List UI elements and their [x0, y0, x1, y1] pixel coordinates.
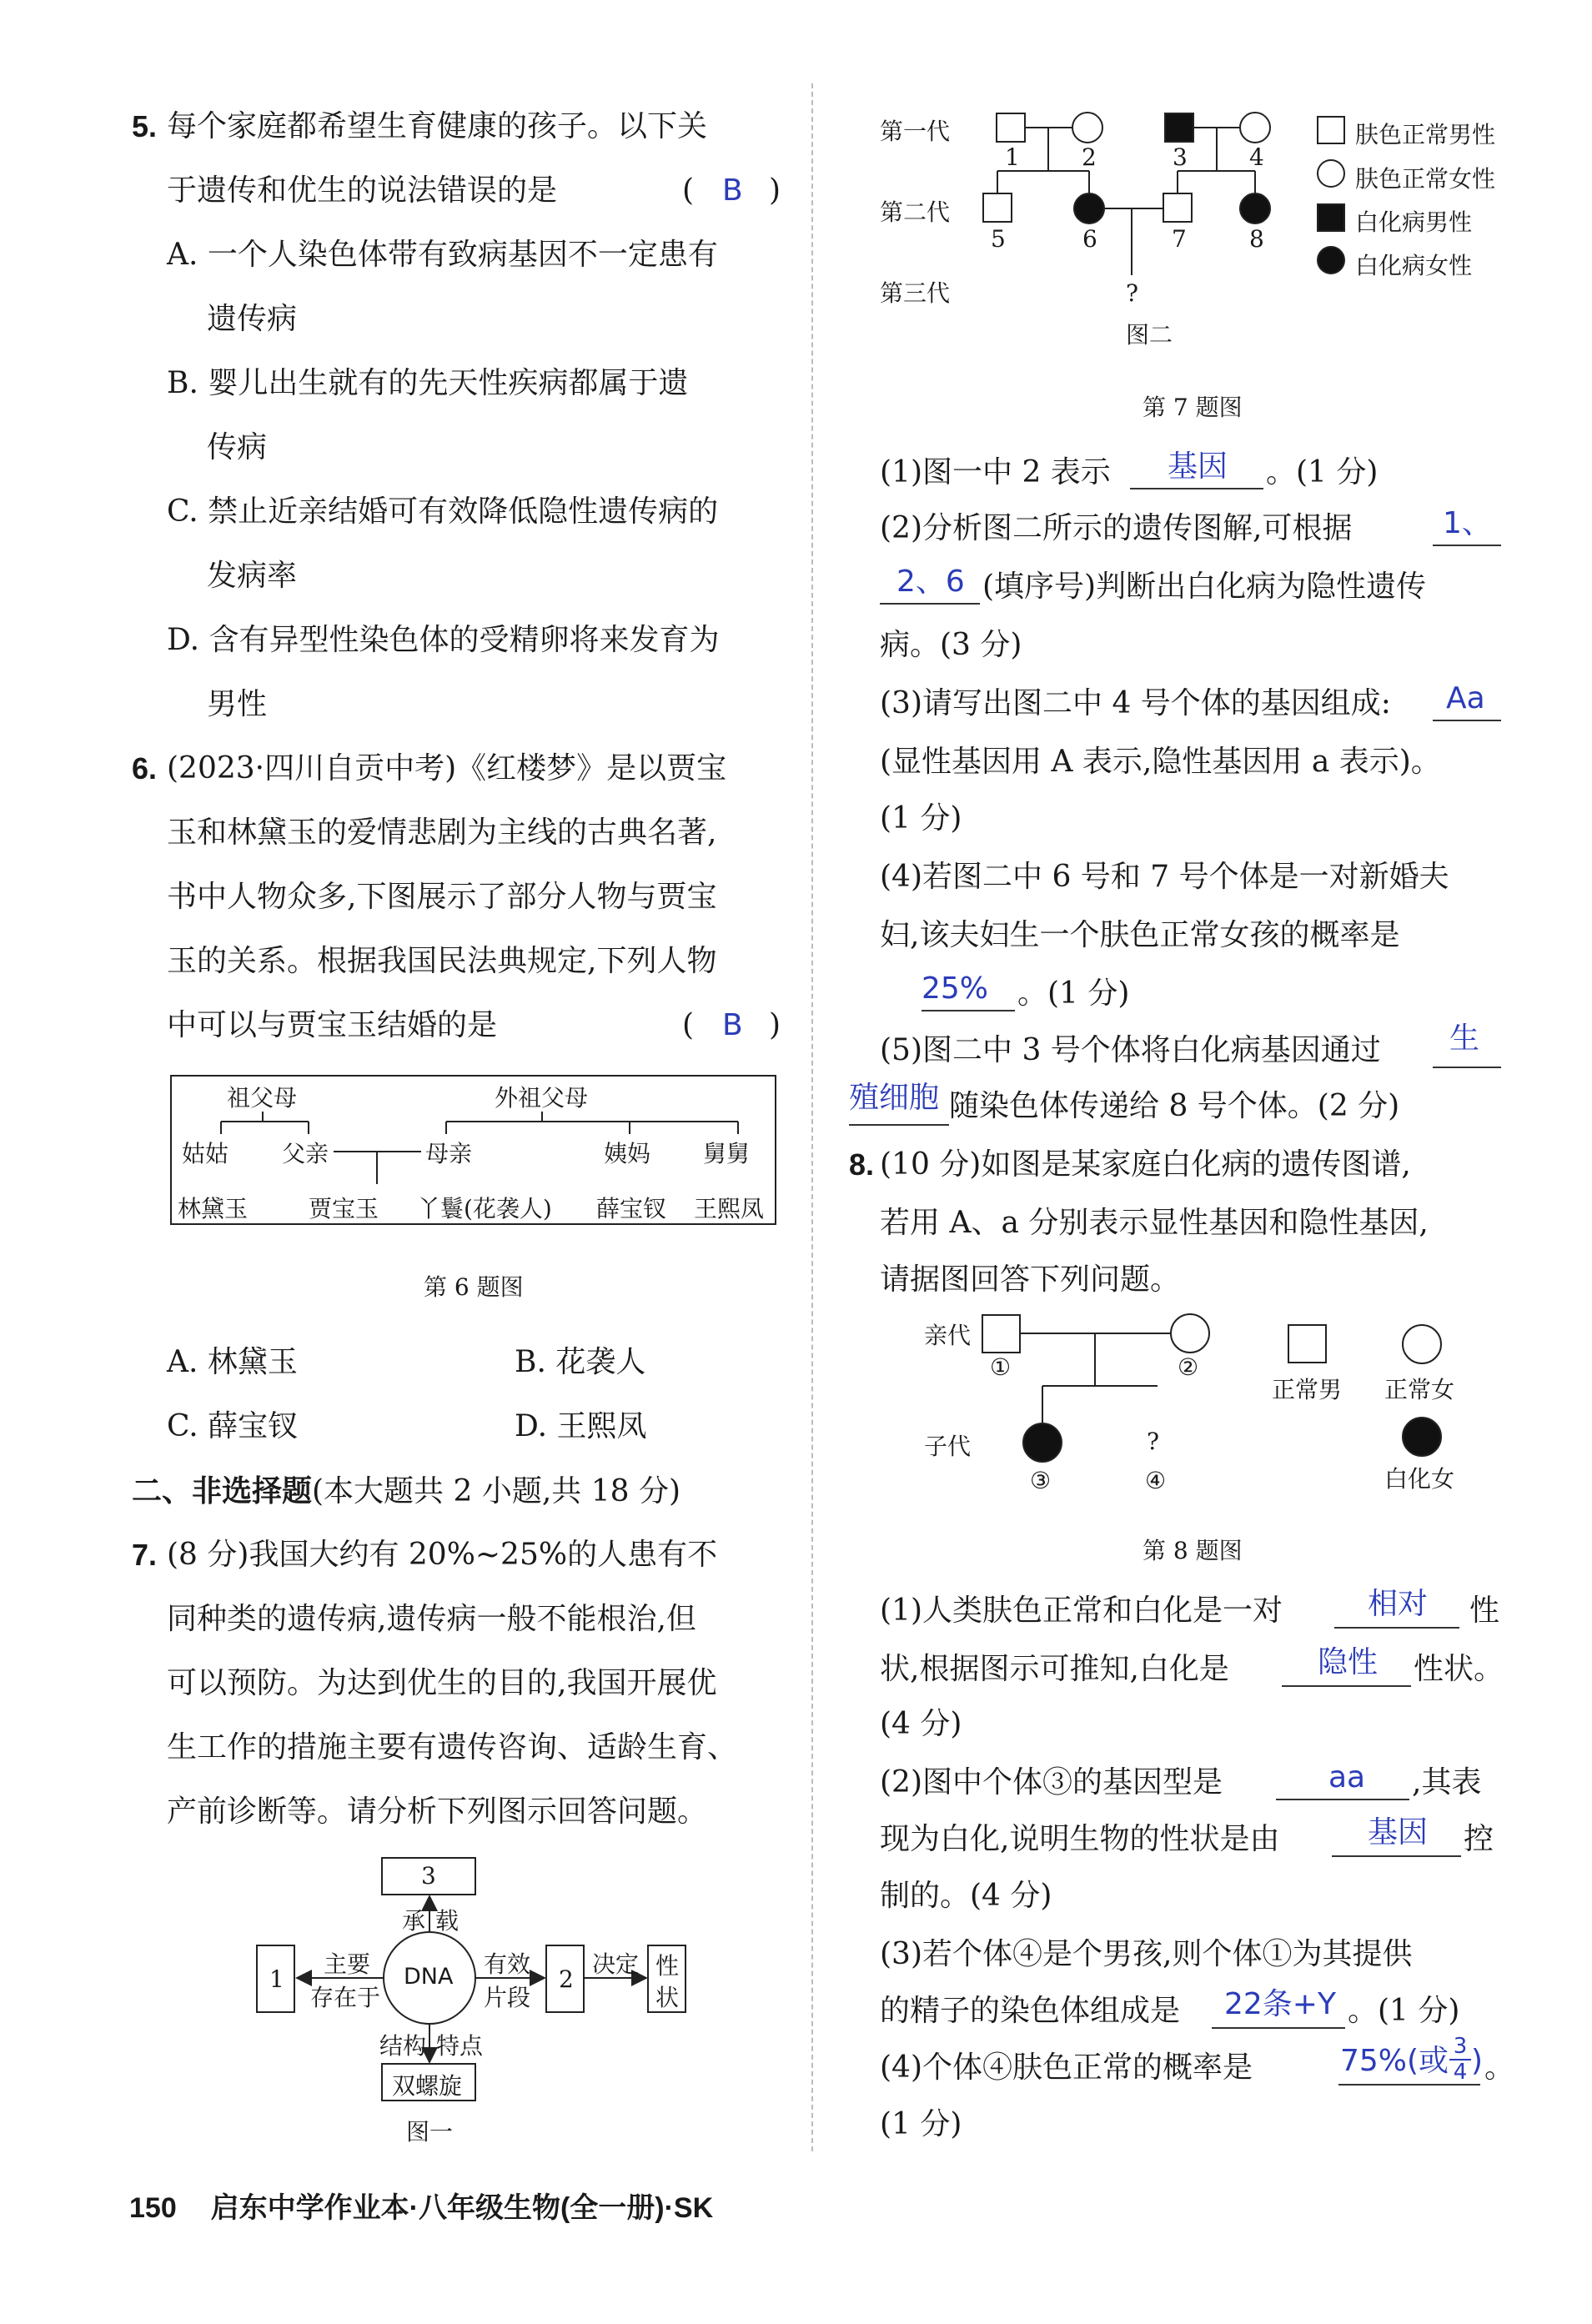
q8-s2-score: 制的。(4 分) — [880, 1879, 1052, 1913]
q7-fig1-carry-label: 承载 — [402, 1907, 470, 1935]
q7-s5-prompt-cont: 随染色体传递给 8 号个体。(2 分) — [949, 1089, 1400, 1123]
q8-s1b-prompt-cont: 性状。 — [1414, 1652, 1504, 1686]
q8-s3-prompt: 的精子的染色体组成是 — [880, 1994, 1181, 2028]
q7-fig2-legend-albino-male: 白化病男性 — [1355, 208, 1473, 236]
q7-s2-prompt-cont: (填序号)判断出白化病为隐性遗传 — [982, 570, 1427, 604]
q5-option-b-cont: 传病 — [207, 430, 268, 464]
q7-line1: (8 分)我国大约有 20%~25%的人患有不 — [167, 1538, 718, 1572]
q7-fig1-caption: 图一 — [406, 2118, 454, 2146]
q5-paren-right: ) — [769, 173, 781, 208]
q7-fig2-legend-normal-female: 肤色正常女性 — [1355, 165, 1496, 193]
q7-fig1-structure: 结构 — [379, 2032, 427, 2060]
q7-line2: 同种类的遗传病,遗传病一般不能根治,但 — [167, 1602, 696, 1636]
q8-s1-prompt-cont: 性 — [1469, 1594, 1500, 1628]
q6-option-d: D. 王熙凤 — [515, 1409, 647, 1443]
q8-fig-unknown: ? — [1147, 1428, 1160, 1455]
q8-s4-prompt: (4)个体④肤色正常的概率是 — [880, 2050, 1253, 2085]
q8-line2: 若用 A、a 分别表示显性基因和隐性基因, — [880, 1206, 1429, 1240]
q7-s1-prompt: (1)图一中 2 表示 — [880, 455, 1111, 489]
q6-line4: 玉的关系。根据我国民法典规定,下列人物 — [167, 944, 717, 978]
q5-option-b: B. 婴儿出生就有的先天性疾病都属于遗 — [167, 366, 689, 400]
q7-line5: 产前诊断等。请分析下列图示回答问题。 — [167, 1794, 708, 1829]
q5-option-d-cont: 男性 — [207, 687, 268, 721]
q7-fig2-gen3: 第三代 — [880, 279, 951, 307]
q6-caption: 第 6 题图 — [424, 1273, 524, 1301]
q8-s4-close-paren: ) — [1471, 2044, 1484, 2078]
q7-fig1-trait-char1: 性 — [655, 1952, 680, 1980]
q7-s1-score: 。(1 分) — [1266, 455, 1379, 489]
q8-s4-fraction — [1449, 2035, 1471, 2084]
q8-s4-period: 。 — [1484, 2050, 1515, 2085]
q7-fig1-effective: 有效 — [484, 1950, 531, 1978]
q7-fig1-segment: 片段 — [484, 1984, 531, 2011]
q7-fig2-gen1: 第一代 — [880, 118, 951, 145]
q8-s4-fraction-den: 4 — [1453, 2059, 1468, 2085]
q7-fig2-label-2: 2 — [1082, 143, 1097, 171]
q8-s2-answer: aa — [1328, 1760, 1366, 1794]
q7-s4-answer: 25% — [922, 971, 989, 1006]
q8-fig-legend-albino-female: 白化女 — [1384, 1465, 1455, 1493]
q7-s3-note: (显性基因用 A 表示,隐性基因用 a 表示)。 — [880, 745, 1441, 779]
q7-fig2-label-3: 3 — [1173, 143, 1188, 171]
q7-line4: 生工作的措施主要有遗传咨询、适龄生育、 — [167, 1730, 738, 1764]
q8-s4-answer: 75%(或 — [1340, 2044, 1449, 2078]
q6-paren-right: ) — [769, 1008, 781, 1042]
q8-s2-prompt-cont: ,其表 — [1412, 1765, 1482, 1799]
q6-paren-left: ( — [682, 1008, 695, 1042]
column-divider — [811, 83, 813, 2151]
q7-s4-line2: 妇,该夫妇生一个肤色正常女孩的概率是 — [880, 918, 1400, 952]
q7-s3-answer: Aa — [1446, 681, 1485, 715]
q7-s5-answer-a: 生 — [1449, 1021, 1480, 1056]
section2-title: 二、非选择题 — [132, 1473, 313, 1508]
q7-s1-answer: 基因 — [1168, 449, 1228, 484]
q8-s1b-prompt: 状,根据图示可推知,白化是 — [880, 1652, 1229, 1686]
section2-header — [132, 1473, 680, 1509]
q8-fig-individual-2: ② — [1178, 1353, 1199, 1381]
q7-fig2-legend-albino-female: 白化病女性 — [1355, 252, 1473, 279]
q6-option-c: C. 薛宝钗 — [167, 1409, 299, 1443]
q6-line5: 中可以与贾宝玉结婚的是 — [167, 1008, 498, 1042]
q7-fig1-carry-label-a — [402, 1903, 469, 1936]
page-footer — [129, 2185, 713, 2226]
q7-fig1-mainly: 主要 — [324, 1950, 371, 1978]
q7-fig1-box2: 2 — [559, 1965, 574, 1993]
q7-fig1-dna: DNA — [404, 1964, 454, 1990]
q5-paren-left: ( — [682, 173, 695, 208]
q5-option-d: D. 含有异型性染色体的受精卵将来发育为 — [167, 623, 720, 657]
q8-fig-legend-normal-male: 正常男 — [1272, 1376, 1343, 1403]
q7-fig1-box3: 3 — [421, 1862, 436, 1890]
q6-line3: 书中人物众多,下图展示了部分人物与贾宝 — [167, 880, 717, 914]
q7-fig2-label-5: 5 — [991, 225, 1006, 253]
q8-fig-individual-4: ④ — [1145, 1467, 1167, 1494]
q6-fig-maternal-grandparents: 外祖父母 — [495, 1084, 589, 1112]
q6-fig-wang-xifeng: 王熙凤 — [694, 1195, 765, 1222]
q7-fig1-decide: 决定 — [592, 1950, 640, 1978]
q7-s5-prompt: (5)图二中 3 号个体将白化病基因通过 — [880, 1033, 1381, 1067]
q8-fig-legend-normal-female: 正常女 — [1384, 1376, 1455, 1403]
q7-s4-line1: (4)若图二中 6 号和 7 号个体是一对新婚夫 — [880, 860, 1449, 894]
q8-s1-score: (4 分) — [880, 1707, 962, 1741]
q8-s3-answer: 22条+Y — [1224, 1987, 1336, 2021]
q5-option-c-cont: 发病率 — [207, 559, 298, 593]
q7-s5-answer-b: 殖细胞 — [849, 1081, 940, 1115]
page-number: 150 — [129, 2192, 177, 2224]
q6-line1: (2023·四川自贡中考)《红楼梦》是以贾宝 — [167, 751, 727, 786]
q6-fig-maid: 丫鬟(花袭人) — [417, 1195, 552, 1222]
q6-fig-aunt: 姑姑 — [182, 1140, 229, 1167]
q8-caption: 第 8 题图 — [1143, 1537, 1243, 1564]
q8-s2b-prompt-cont: 控 — [1464, 1822, 1494, 1856]
q7-s2-prompt: (2)分析图二所示的遗传图解,可根据 — [880, 511, 1353, 545]
q8-fig-parents-label: 亲代 — [924, 1322, 972, 1349]
q7-s3-score: (1 分) — [880, 801, 962, 836]
q8-s2-prompt: (2)图中个体③的基因型是 — [880, 1765, 1223, 1799]
q7-s2-answer-a: 1、 — [1443, 506, 1492, 540]
q8-s1-prompt: (1)人类肤色正常和白化是一对 — [880, 1594, 1283, 1628]
q6-fig-uncle: 舅舅 — [703, 1140, 751, 1167]
q7-fig1-trait-char2: 状 — [655, 1984, 680, 2011]
q7-fig2-legend-normal-male: 肤色正常男性 — [1355, 121, 1496, 148]
q8-s2b-prompt: 现为白化,说明生物的性状是由 — [880, 1822, 1280, 1856]
q6-fig-grandparents: 祖父母 — [227, 1084, 298, 1112]
q8-fig-individual-1: ① — [990, 1353, 1012, 1381]
q5-stem-line2: 于遗传和优生的说法错误的是 — [167, 173, 558, 208]
q8-s1-answer: 相对 — [1368, 1587, 1429, 1621]
q7-fig2-label-1: 1 — [1005, 143, 1020, 171]
q7-fig2-label-7: 7 — [1172, 225, 1187, 253]
q8-number: 8. — [849, 1147, 875, 1182]
q7-s3-prompt: (3)请写出图二中 4 号个体的基因组成: — [880, 686, 1391, 720]
q6-fig-lin-daiyu: 林黛玉 — [178, 1195, 249, 1222]
q5-stem-line1: 每个家庭都希望生育健康的孩子。以下关 — [167, 109, 708, 143]
q5-answer: B — [722, 173, 743, 208]
q8-line1: (10 分)如图是某家庭白化病的遗传图谱, — [880, 1147, 1411, 1182]
q7-fig2-label-8: 8 — [1249, 225, 1264, 253]
q6-option-b: B. 花袭人 — [515, 1345, 646, 1379]
q6-fig-mother: 母亲 — [425, 1140, 473, 1167]
q7-fig1-double-helix: 双螺旋 — [392, 2072, 463, 2100]
q7-fig2-caption: 图二 — [1126, 321, 1173, 349]
section2-note: (本大题共 2 小题,共 18 分) — [312, 1474, 681, 1508]
q6-number: 6. — [132, 751, 158, 786]
q7-fig1-feature: 特点 — [436, 2032, 484, 2060]
q8-s3-line1: (3)若个体④是个男孩,则个体①为其提供 — [880, 1937, 1413, 1971]
q8-s1b-answer: 隐性 — [1318, 1645, 1379, 1679]
q6-line2: 玉和林黛玉的爱情悲剧为主线的古典名著, — [167, 816, 717, 850]
q6-answer: B — [722, 1008, 743, 1042]
q7-fig2-gen2: 第二代 — [880, 198, 951, 226]
q8-s4-fraction-num: 3 — [1449, 2035, 1471, 2060]
q7-caption: 第 7 题图 — [1143, 394, 1243, 421]
q7-line3: 可以预防。为达到优生的目的,我国开展优 — [167, 1666, 717, 1700]
q7-fig2-unknown: ? — [1126, 279, 1139, 307]
q7-s2-score: 病。(3 分) — [880, 628, 1022, 662]
book-title: 启东中学作业本·八年级生物(全一册)·SK — [210, 2192, 714, 2224]
q5-option-a: A. 一个人染色体带有致病基因不一定患有 — [167, 238, 718, 272]
q8-s3-score: 。(1 分) — [1348, 1994, 1460, 2028]
q6-fig-maternal-aunt: 姨妈 — [604, 1140, 651, 1167]
q6-option-a: A. 林黛玉 — [167, 1345, 298, 1379]
q8-fig-children-label: 子代 — [924, 1433, 972, 1460]
q6-fig-jia-baoyu: 贾宝玉 — [309, 1195, 379, 1222]
q7-fig1-box1: 1 — [269, 1965, 284, 1993]
q7-s4-score: 。(1 分) — [1017, 976, 1130, 1011]
q5-option-a-cont: 遗传病 — [207, 302, 298, 336]
q7-fig2-label-6: 6 — [1082, 225, 1097, 253]
q6-fig-father: 父亲 — [282, 1140, 329, 1167]
q8-fig-individual-3: ③ — [1030, 1467, 1052, 1494]
q5-option-c: C. 禁止近亲结婚可有效降低隐性遗传病的 — [167, 494, 719, 529]
q7-fig2-label-4: 4 — [1249, 143, 1264, 171]
q7-s2-answer-b: 2、6 — [896, 565, 965, 599]
q8-s2b-answer: 基因 — [1368, 1815, 1429, 1850]
q6-fig-xue-baochai: 薛宝钗 — [596, 1195, 667, 1222]
q8-line3: 请据图回答下列问题。 — [880, 1262, 1181, 1297]
q7-fig1-exists-in: 存在于 — [310, 1984, 381, 2011]
q5-number: 5. — [132, 109, 158, 143]
q7-number: 7. — [132, 1538, 158, 1572]
q8-s4-score: (1 分) — [880, 2107, 962, 2141]
